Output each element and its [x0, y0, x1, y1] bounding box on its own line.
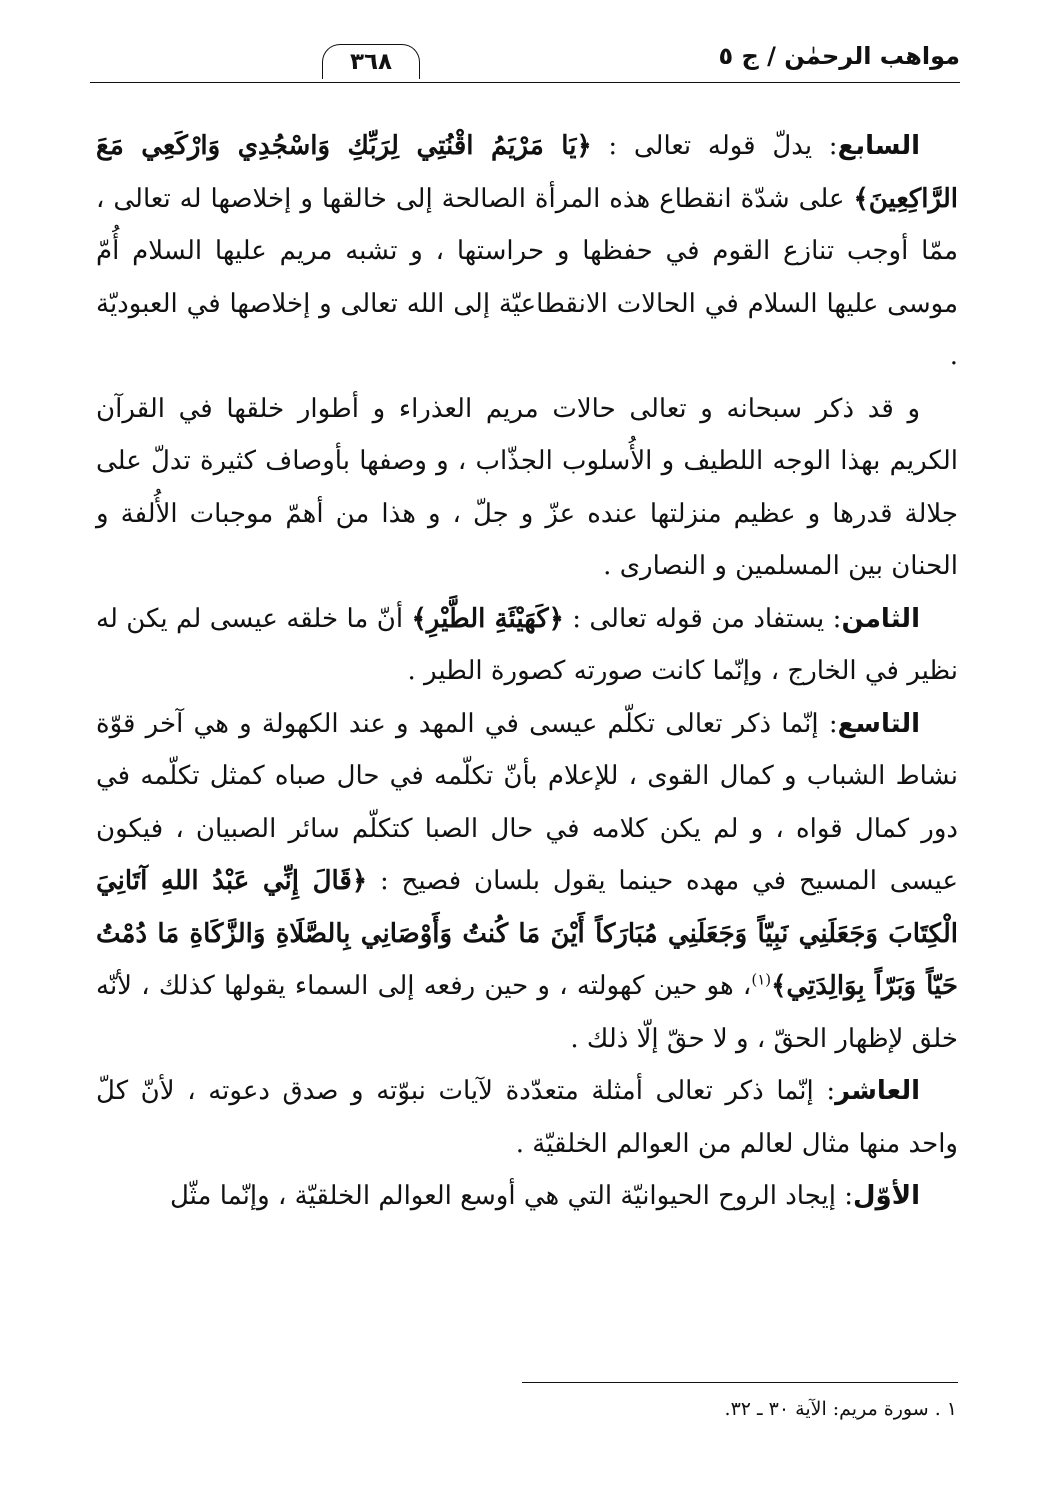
quran-verse: ﴿كَهَيْئَةِ الطَّيْرِ﴾ — [411, 603, 564, 634]
book-title: مواهب الرحمٰن / ج ٥ — [718, 42, 960, 70]
quran-verse: ﴿قَالَ إِنِّي عَبْدُ اللهِ آتَانِيَ الْكِتَابَ وَجَعَلَنِي نَبِيّاً وَجَعَلَنِي مُبَارَكاً أَيْنَ مَا كُنتُ وَأَوْصَانِي بِالصَّلَاةِ وَالزَّكَاةِ مَا دُمْتُ حَيّاً وَبَرّاً بِوَالِدَتِي﴾ — [96, 866, 958, 1001]
text-segment: : إيجاد الروح الحيوانيّة التي هي أوسع العوالم الخلقيّة ، وإنّما مثّل — [169, 1181, 853, 1211]
text-segment: : يستفاد من قوله تعالى : — [563, 603, 842, 634]
page-header — [90, 38, 960, 88]
text-segment: ، هو حين كهولته ، و حين رفعه إلى السماء يقولها كذلك ، لأنّه خلق لإظهار الحقّ ، و لا حقّ إلّا ذلك . — [96, 971, 958, 1054]
paragraph-tenth — [96, 1065, 958, 1170]
section-lead: العاشر — [835, 1076, 920, 1106]
text-segment: أنّ ما خلقه عيسى لم يكن له نظير في الخارج ، وإنّما كانت صورته كصورة الطير . — [96, 603, 958, 686]
paragraph-seventh — [96, 120, 958, 383]
page-number: ٣٦٨ — [322, 44, 420, 79]
section-lead: السابع — [837, 131, 920, 161]
paragraph-ninth — [96, 698, 958, 1066]
section-lead: التاسع — [837, 708, 920, 739]
section-lead: الأوّل — [853, 1181, 920, 1211]
paragraph-first — [96, 1170, 958, 1223]
text-segment: : يدلّ قوله تعالى : — [591, 131, 838, 161]
paragraph-eighth — [96, 593, 958, 698]
text-segment: : إنّما ذكر تعالى تكلّم عيسى في المهد و عند الكهولة و هي آخر قوّة نشاط الشباب و كمال القوى ، للإعلام بأنّ تكلّمه في حال صباه كمثل تكلّمه في دور كمال قواه ، و لم يكن كلامه في حال الصبا كتكلّم سائر الصبيان ، فيكون عيسى المسيح في مهده حينما يقول بلسان فصيح : — [96, 708, 959, 896]
footnote-reference: (١) — [751, 970, 772, 989]
text-segment: : إنّما ذكر تعالى أمثلة متعدّدة لآيات نبوّته و صدق دعوته ، لأنّ كلّ واحد منها مثال لعالم من العوالم الخلقيّة . — [96, 1076, 958, 1159]
paragraph-mary-description — [96, 383, 958, 593]
main-text — [96, 120, 958, 1223]
footnote: ١ . سورة مريم: الآية ٣٠ ـ ٣٢. — [724, 1398, 957, 1420]
quran-verse: ﴿يَا مَرْيَمُ اقْنُتِي لِرَبِّكِ وَاسْجُدِي وَارْكَعِي مَعَ الرَّاكِعِينَ﴾ — [96, 131, 958, 214]
section-lead: الثامن — [841, 603, 920, 634]
footnote-divider — [522, 1382, 958, 1383]
text-segment: و قد ذكر سبحانه و تعالى حالات مريم العذراء و أطوار خلقها في القرآن الكريم بهذا الوجه اللطيف و الأُسلوب الجذّاب ، و وصفها بأوصاف كثيرة تدلّ على جلالة قدرها و عظيم منزلتها عنده عزّ و جلّ ، و هذا من أهمّ موجبات الأُلفة و الحنان بين المسلمين و النصارى . — [96, 393, 958, 581]
header-divider — [90, 82, 960, 83]
text-segment: على شدّة انقطاع هذه المرأة الصالحة إلى خالقها و إخلاصها له تعالى ، ممّا أوجب تنازع القوم في حفظها و حراستها ، و تشبه مريم عليها السلام أُمّ موسى عليها السلام في الحالات الانقطاعيّة إلى الله تعالى و إخلاصها في العبوديّة . — [96, 183, 958, 371]
